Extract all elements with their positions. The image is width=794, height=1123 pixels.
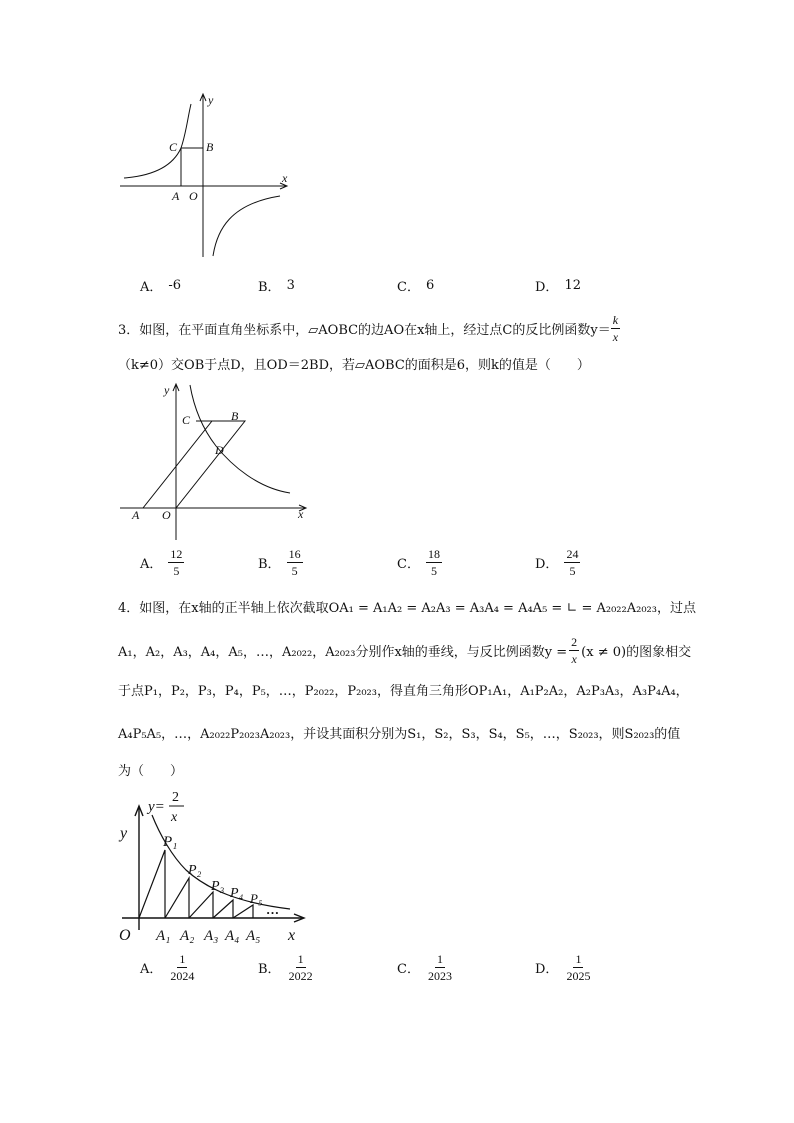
q3-option-b-num: 16 [288,547,301,561]
q4-label-p1: P₁ [163,834,178,850]
q4-function-den: x [571,652,577,666]
q4-option-c-num: 1 [436,952,443,966]
q4-option-c-den: 2023 [427,969,452,983]
q2-option-a-value: -6 [168,278,182,293]
q3-option-a-num: 12 [170,547,183,561]
q4-label-func-den: x [171,810,178,825]
q4-label-p4: P₄ [230,886,244,901]
q2-option-d-value: 12 [564,278,581,293]
q4-option-b[interactable] [258,953,315,982]
q4-option-b-den: 2022 [288,969,313,983]
q4-label-a3: A₃ [204,928,219,944]
q3-stem-text1: 3．如图，在平面直角坐标系中，▱AOBC的边AO在x轴上，经过点C的反比例函数y＝ [118,323,611,338]
q4-label-p2: P₂ [188,863,202,878]
q2-option-c-letter: C． [397,280,420,295]
q2-option-b-value: 3 [286,278,295,293]
q2-label-x: x [282,171,288,185]
q3-option-c-num: 18 [427,547,440,561]
q2-option-c-value: 6 [425,278,435,293]
q4-stem-line5: 为（ ） [118,764,184,779]
q4-label-x: x [288,927,296,944]
q4-label-func-prefix: y= [148,799,165,815]
q2-option-a-letter: A． [140,280,163,295]
q3-option-a-den: 5 [173,564,180,578]
q4-triangle-3 [189,892,213,918]
q4-option-d[interactable] [535,953,592,982]
q4-option-a-letter: A． [140,962,163,977]
q4-label-dots: … [266,902,279,917]
q4-label-a4: A₄ [225,928,240,944]
q4-option-a-den: 2024 [170,969,195,983]
q4-triangle-1 [139,850,165,918]
q4-option-c-letter: C． [397,962,420,977]
q4-option-d-fraction [564,953,592,982]
q4-label-a2: A₂ [180,928,195,944]
q4-option-a-fraction [168,953,196,982]
q3-option-d-den: 5 [569,564,576,578]
q3-stem-line2: （k≠0）交OB于点D，且OD＝2BD，若▱AOBC的面积是6，则k的值是（ ） [118,358,590,373]
q3-function-num: k [612,313,619,327]
q4-label-func-num: 2 [172,790,179,805]
q4-option-a-num: 1 [179,952,186,966]
q2-label-y: y [208,93,214,107]
q3-label-d: D [215,443,224,457]
q2-label-a: A [172,189,180,203]
q2-label-b: B [206,140,214,154]
q4-option-b-letter: B． [258,962,281,977]
q3-option-c-letter: C． [397,557,420,572]
q2-option-b-letter: B． [258,280,281,295]
q4-option-c[interactable] [397,953,454,982]
q4-label-y: y [120,825,128,842]
q4-option-b-num: 1 [297,952,304,966]
q4-option-d-den: 2025 [566,969,591,983]
q4-stem-line1: 4．如图，在x轴的正半轴上依次截取OA₁ = A₁A₂ = A₂A₃ = A₃A₄ = A₄A₅ = ∟ = A₂₀₂₂A₂₀₂₃，过点 [118,601,696,616]
q2-option-d-letter: D． [535,280,559,295]
q4-stem-text2b: (x ≠ 0)的图象相交 [581,645,692,660]
q3-label-a: A [132,508,140,522]
q3-option-c-den: 5 [430,564,437,578]
q4-label-o: O [119,927,131,944]
q3-label-x: x [298,507,304,521]
q3-option-b-letter: B． [258,557,281,572]
q3-option-d-num: 24 [566,547,579,561]
q4-option-a[interactable] [140,953,196,982]
q4-label-p5: P₅ [250,891,263,906]
q3-option-b-den: 5 [291,564,298,578]
q3-function-den: x [612,330,619,344]
q3-label-b: B [231,409,239,423]
q4-option-d-num: 1 [575,952,582,966]
q4-option-c-fraction [426,953,454,982]
q4-stem-line4: A₄P₅A₅，…，A₂₀₂₂P₂₀₂₃A₂₀₂₃，并设其面积分别为S₁，S₂，S₃，S₄，S₅，…，S₂₀₂₃，则S₂₀₂₃的值 [118,727,681,742]
q4-label-a1: A₁ [156,928,171,944]
q2-label-c: C [169,140,178,154]
q3-option-a-letter: A． [140,557,163,572]
q4-triangle-4 [213,900,233,918]
q3-label-c: C [182,413,191,427]
q4-stem-text2a: A₁，A₂，A₃，A₄，A₅，…，A₂₀₂₂，A₂₀₂₃分别作x轴的垂线，与反比例函数y = [118,645,568,660]
q4-option-d-letter: D． [535,962,559,977]
q2-label-o: O [189,189,198,203]
q3-option-d-letter: D． [535,557,559,572]
q4-triangle-2 [165,878,189,918]
q4-label-p3: P₃ [211,879,225,894]
q4-stem-line3: 于点P₁，P₂，P₃，P₄，P₅，…，P₂₀₂₂，P₂₀₂₃，得直角三角形OP₁A₁，A₁P₂A₂，A₂P₃A₃，A₃P₄A₄， [118,684,689,699]
q4-label-a5: A₅ [246,928,261,944]
q4-triangle-5 [233,905,253,918]
q4-option-b-fraction [287,953,315,982]
q4-curve [152,815,290,909]
q4-function-num: 2 [571,635,578,649]
q3-label-o: O [162,508,171,522]
q3-label-y: y [164,383,170,397]
